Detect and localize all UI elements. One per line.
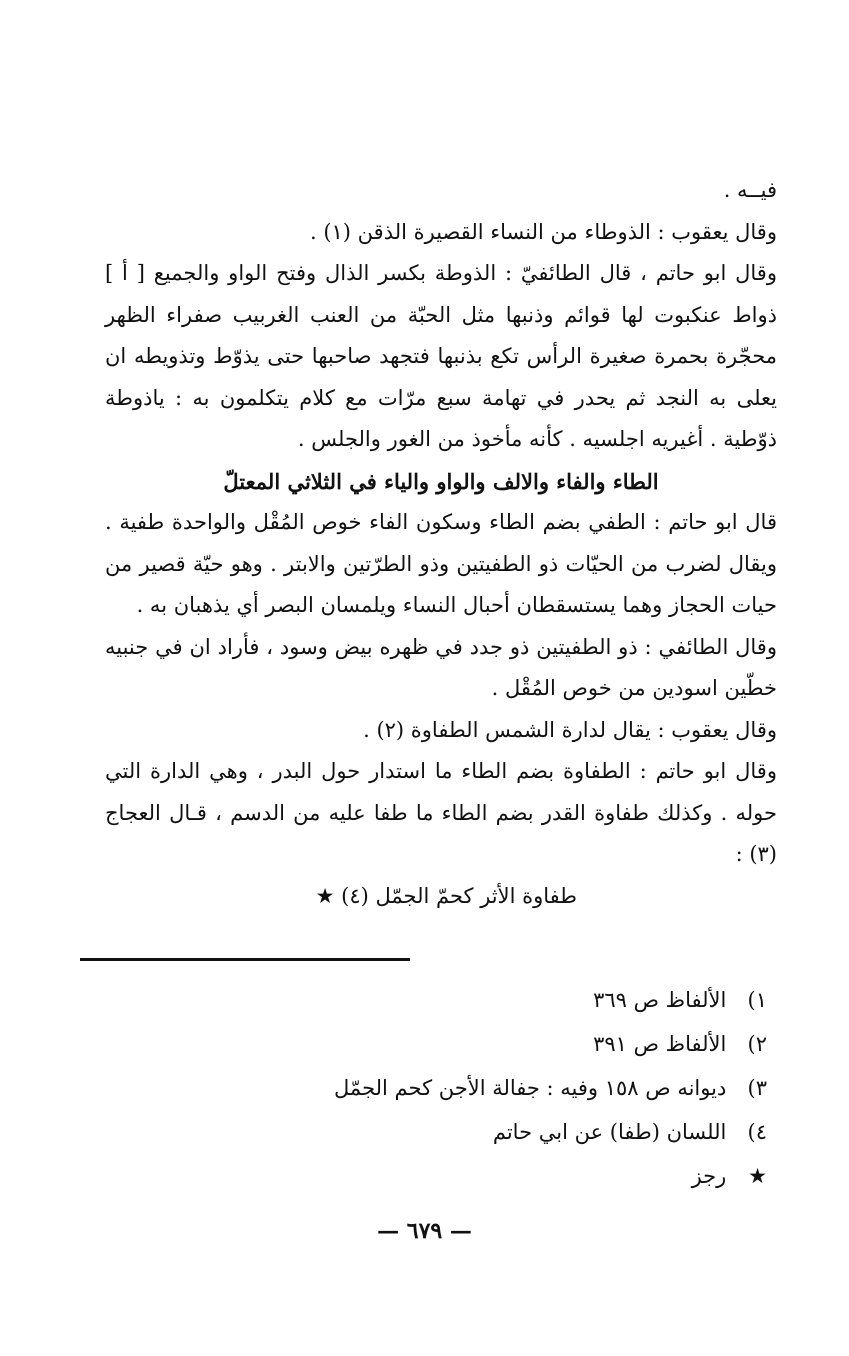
footnote-text: الألفاظ ص ٣٦٩ xyxy=(593,988,727,1012)
paragraph: وقال الطائفي : ذو الطفيتين ذو جدد في ظهره بيض وسود ، فأراد ان في جنبيه خطّين اسودين من خوص المُقْل . xyxy=(105,634,777,700)
footnote xyxy=(247,1066,767,1110)
footnote-separator xyxy=(80,958,410,961)
footnote-text: اللسان (طفا) عن ابي حاتم xyxy=(492,1120,727,1144)
main-text xyxy=(105,170,777,917)
paragraph: قال ابو حاتم : الطفي بضم الطاء وسكون الفاء خوص المُقْل والواحدة طفية . ويقال لضرب من الحيّات ذو الطفيتين وذو الطرّتين والابتر . وهو حيّة قصير من حيات الحجاز وهما يستسقطان أحبال النساء ويلمسان البصر أي يذهبان به . xyxy=(105,510,777,617)
footnote xyxy=(247,1022,767,1066)
paragraph: وقال ابو حاتم ، قال الطائفيّ : الذوطة بكسر الذال وفتح الواو والجميع [ أ ] ذواط عنكبوت لها قوائم وذنبها مثل الحبّة من العنب الغربيب صفراء الظهر محجّرة بحمرة صغيرة الرأس تكع بذنبها فتجهد صاحبها حتى يذوّط وتذويطه ان يعلى به النجد ثم يحدر في تهامة سبع مرّات مع كلام يتكلمون به : ياذوطة ذوّطية . أغيريه اجلسيه . كأنه مأخوذ من الغور والجلس . xyxy=(105,261,777,451)
footnote-number: ٢) xyxy=(747,1032,767,1056)
paragraph: وقال ابو حاتم : الطفاوة بضم الطاء ما استدار حول البدر ، وهي الدارة التي حوله . وكذلك طفاوة القدر بضم الطاء ما طفا عليه من الدسم ، قـال العجاج (٣) : xyxy=(105,759,777,866)
footnote-number: ٤) xyxy=(747,1120,767,1144)
star-marker: ★ xyxy=(748,1164,767,1188)
verse-line: طفاوة الأثر كحمّ الجمّل (٤) ★ xyxy=(315,883,577,908)
footnote-text: ديوانه ص ١٥٨ وفيه : جفالة الأجن كحم الجمّل xyxy=(334,1076,727,1100)
section-heading: الطاء والفاء والالف والواو والياء في الثلاثي المعتلّ xyxy=(223,468,659,494)
page-number: — ٦٧٩ — xyxy=(377,1218,472,1244)
footnote xyxy=(247,1110,767,1154)
footnote-number: ٣) xyxy=(747,1076,767,1100)
footnotes-list xyxy=(247,978,767,1198)
paragraph: فيــه . xyxy=(723,178,777,202)
footnote-text: رجز xyxy=(691,1164,727,1188)
footnote-text: الألفاظ ص ٣٩١ xyxy=(593,1032,727,1056)
paragraph: وقال يعقوب : الذوطاء من النساء القصيرة الذقن (١) . xyxy=(309,219,777,244)
footnote xyxy=(247,1154,767,1198)
footnote xyxy=(247,978,767,1022)
footnote-number: ١) xyxy=(747,988,767,1012)
paragraph: وقال يعقوب : يقال لدارة الشمس الطفاوة (٢) . xyxy=(363,717,777,742)
